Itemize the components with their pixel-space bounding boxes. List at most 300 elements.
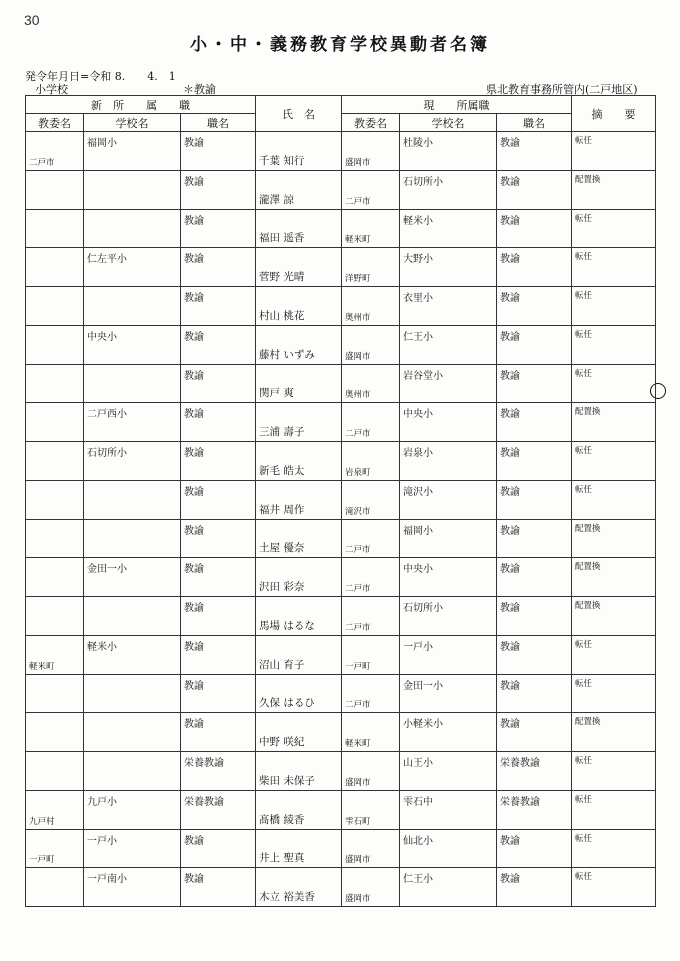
current-school-cell [400, 480, 497, 519]
new-school-text [84, 171, 180, 173]
current-school-text: 仁王小 [403, 874, 434, 886]
table-row [26, 558, 656, 597]
current-school-cell [400, 248, 497, 287]
new-school-cell [84, 597, 181, 636]
current-position-header: 職名 [497, 114, 572, 132]
current-school-text: 軽米小 [403, 215, 434, 227]
new-school-cell [84, 209, 181, 248]
table-row [26, 674, 656, 713]
current-position-cell [497, 325, 572, 364]
current-school-header: 学校名 [400, 114, 497, 132]
current-school-text: 一戸小 [403, 641, 434, 653]
new-school-cell [84, 558, 181, 597]
new-position-text: 栄養教諭 [184, 758, 224, 769]
current-position-text: 栄養教諭 [500, 796, 541, 808]
person-name-text: 沢田 彩奈 [259, 581, 305, 593]
current-position-text: 教諭 [500, 486, 521, 498]
person-name-cell [256, 519, 342, 558]
new-school-text: 仁左平小 [87, 254, 127, 266]
current-school-cell [400, 519, 497, 558]
new-school-text [84, 210, 180, 212]
new-position-cell [181, 132, 256, 171]
current-position-text: 教諭 [500, 176, 521, 188]
current-board-cell [342, 713, 400, 752]
current-position-cell [497, 442, 572, 481]
current-school-text: 岩谷堂小 [403, 370, 444, 382]
current-school-text: 中央小 [403, 564, 434, 576]
current-position-cell [497, 170, 572, 209]
office-name: 県北教育事務所管内(二戸地区) [486, 83, 638, 96]
remarks-text: 転任 [575, 252, 593, 263]
current-position-cell [497, 209, 572, 248]
table-row [26, 752, 656, 791]
name-header: 氏 名 [256, 96, 342, 132]
current-board-text: 二戸市 [345, 622, 371, 633]
current-board-cell [342, 752, 400, 791]
current-position-cell [497, 597, 572, 636]
table-row [26, 170, 656, 209]
transfer-table [25, 95, 656, 907]
person-name-text: 福田 遥香 [259, 232, 305, 245]
current-position-text: 教諭 [500, 641, 521, 653]
remarks-text: 転任 [575, 678, 593, 689]
remarks-text: 転任 [575, 833, 593, 844]
new-position-text: 教諭 [184, 564, 204, 576]
new-position-text: 教諭 [184, 138, 204, 149]
new-school-text: 福岡小 [87, 138, 117, 149]
new-school-cell [84, 519, 181, 558]
remarks-cell [572, 519, 656, 558]
remarks-text: 転任 [575, 329, 593, 340]
new-board-cell [26, 209, 84, 248]
current-school-cell [400, 558, 497, 597]
new-school-cell [84, 170, 181, 209]
current-school-cell [400, 364, 497, 403]
current-position-text: 教諭 [500, 370, 521, 382]
current-board-header: 教委名 [342, 114, 400, 132]
person-name-cell [256, 597, 342, 636]
table-row [26, 209, 656, 248]
current-school-text: 金田一小 [403, 680, 444, 692]
remarks-cell [572, 635, 656, 674]
new-board-cell [26, 713, 84, 752]
current-school-text: 衣里小 [403, 293, 434, 304]
current-board-text: 軽米町 [345, 235, 371, 246]
current-school-text: 石切所小 [403, 603, 444, 614]
current-school-text: 仙北小 [403, 835, 434, 847]
person-name-cell [256, 287, 342, 326]
person-name-cell [256, 868, 342, 907]
table-row [26, 480, 656, 519]
person-name-text: 福井 周作 [259, 503, 305, 516]
current-school-text: 小軽米小 [403, 719, 444, 731]
current-board-cell [342, 635, 400, 674]
person-name-text: 菅野 光晴 [259, 271, 305, 283]
person-name-text: 馬場 はるな [259, 619, 315, 632]
current-school-text: 山王小 [403, 758, 434, 769]
new-school-cell [84, 132, 181, 171]
current-board-text: 滝沢市 [345, 506, 371, 517]
person-name-text: 村山 桃花 [259, 309, 305, 322]
new-school-text: 一戸小 [87, 835, 117, 847]
new-school-text [84, 597, 180, 599]
current-position-cell [497, 674, 572, 713]
new-school-text: 一戸南小 [87, 874, 127, 886]
new-school-cell [84, 403, 181, 442]
new-school-text: 中央小 [87, 331, 117, 343]
table-row [26, 248, 656, 287]
new-position-header: 職名 [181, 114, 256, 132]
remarks-cell [572, 558, 656, 597]
table-row [26, 713, 656, 752]
new-position-cell [181, 829, 256, 868]
new-board-cell [26, 170, 84, 209]
page-number: 30 [24, 12, 40, 28]
current-position-cell [497, 248, 572, 287]
current-school-cell [400, 674, 497, 713]
current-board-cell [342, 519, 400, 558]
current-position-cell [497, 132, 572, 171]
person-name-cell [256, 752, 342, 791]
remarks-text: 配置換 [575, 562, 601, 573]
new-board-header: 教委名 [26, 114, 84, 132]
person-name-text: 沼山 育子 [259, 658, 305, 671]
new-position-text: 教諭 [184, 603, 204, 614]
remarks-text: 配置換 [575, 523, 601, 534]
remarks-header: 摘 要 [572, 96, 656, 132]
remarks-cell [572, 713, 656, 752]
current-affiliation-header: 現 所属職 [342, 96, 572, 114]
current-board-text: 奥州市 [345, 312, 371, 323]
person-name-cell [256, 132, 342, 171]
current-position-cell [497, 558, 572, 597]
table-row [26, 364, 656, 403]
current-board-cell [342, 209, 400, 248]
person-name-cell [256, 209, 342, 248]
current-school-text: 雫石中 [403, 796, 434, 808]
current-position-cell [497, 480, 572, 519]
current-board-text: 盛岡市 [345, 157, 371, 168]
current-board-cell [342, 674, 400, 713]
current-position-text: 教諭 [500, 331, 521, 343]
remarks-text: 転任 [575, 639, 593, 650]
new-board-cell [26, 790, 84, 829]
current-position-text: 栄養教諭 [500, 758, 541, 769]
new-position-cell [181, 287, 256, 326]
current-position-text: 教諭 [500, 680, 521, 692]
new-affiliation-header: 新 所 属 職 [26, 96, 256, 114]
new-board-cell [26, 287, 84, 326]
current-school-text: 福岡小 [403, 525, 434, 537]
issue-date: 発令年月日=令和 8. 4. 1 [25, 70, 176, 83]
current-school-cell [400, 287, 497, 326]
remarks-cell [572, 364, 656, 403]
new-school-cell [84, 713, 181, 752]
table-row [26, 868, 656, 907]
new-position-cell [181, 674, 256, 713]
current-board-cell [342, 325, 400, 364]
current-school-cell [400, 868, 497, 907]
current-position-text: 教諭 [500, 525, 521, 537]
new-position-cell [181, 325, 256, 364]
current-board-text: 二戸市 [345, 545, 371, 556]
remarks-cell [572, 442, 656, 481]
new-school-cell [84, 829, 181, 868]
current-position-text: 教諭 [500, 409, 521, 421]
table-row [26, 132, 656, 171]
current-board-text: 二戸市 [345, 584, 371, 594]
current-school-cell [400, 597, 497, 636]
new-school-cell [84, 752, 181, 791]
current-board-text: 二戸市 [345, 429, 371, 439]
new-position-text: 教諭 [184, 293, 204, 304]
current-position-cell [497, 403, 572, 442]
current-board-cell [342, 597, 400, 636]
new-school-cell [84, 364, 181, 403]
new-school-text: 九戸小 [87, 796, 117, 808]
current-board-text: 奥州市 [345, 390, 371, 401]
current-board-text: 盛岡市 [345, 855, 371, 866]
remarks-cell [572, 403, 656, 442]
new-position-text: 教諭 [184, 525, 204, 537]
remarks-cell [572, 674, 656, 713]
current-board-text: 洋野町 [345, 274, 371, 284]
document-title: 小・中・義務教育学校異動者名簿 [190, 35, 490, 55]
table-row [26, 829, 656, 868]
new-position-cell [181, 170, 256, 209]
new-board-cell [26, 519, 84, 558]
remarks-cell [572, 287, 656, 326]
new-position-text: 教諭 [184, 680, 204, 692]
new-position-cell [181, 442, 256, 481]
current-school-text: 仁王小 [403, 331, 434, 343]
new-school-cell [84, 248, 181, 287]
new-board-cell [26, 403, 84, 442]
current-school-text: 大野小 [403, 254, 434, 266]
current-school-cell [400, 752, 497, 791]
new-board-cell [26, 132, 84, 171]
new-school-text: 金田一小 [87, 564, 127, 576]
person-name-cell [256, 364, 342, 403]
current-school-cell [400, 325, 497, 364]
new-board-cell [26, 829, 84, 868]
current-board-cell [342, 442, 400, 481]
current-board-cell [342, 480, 400, 519]
person-name-text: 柴田 未保子 [259, 774, 315, 787]
new-position-text: 教諭 [184, 215, 204, 227]
remarks-text: 転任 [575, 291, 593, 301]
remarks-text: 転任 [575, 446, 593, 456]
new-board-cell [26, 558, 84, 597]
new-school-cell [84, 325, 181, 364]
current-school-cell [400, 209, 497, 248]
person-name-text: 三浦 壽子 [259, 426, 305, 438]
table-row [26, 325, 656, 364]
current-position-cell [497, 868, 572, 907]
new-board-cell [26, 635, 84, 674]
new-position-cell [181, 248, 256, 287]
current-board-text: 軽米町 [345, 739, 371, 749]
new-position-text: 教諭 [184, 719, 204, 731]
person-name-text: 土屋 優奈 [259, 542, 305, 555]
current-school-cell [400, 829, 497, 868]
person-name-cell [256, 403, 342, 442]
person-name-cell [256, 442, 342, 481]
new-school-cell [84, 790, 181, 829]
table-row [26, 790, 656, 829]
remarks-cell [572, 209, 656, 248]
table-row [26, 597, 656, 636]
table-row [26, 403, 656, 442]
table-row [26, 287, 656, 326]
new-board-cell [26, 325, 84, 364]
current-board-cell [342, 558, 400, 597]
person-name-text: 髙橋 綾香 [259, 813, 305, 826]
person-name-text: 木立 裕美香 [259, 891, 315, 903]
remarks-text: 転任 [575, 794, 593, 805]
new-position-text: 教諭 [184, 874, 204, 886]
current-position-cell [497, 635, 572, 674]
new-school-text [84, 481, 180, 483]
current-board-cell [342, 170, 400, 209]
person-name-text: 新毛 皓太 [259, 464, 305, 477]
remarks-text: 転任 [575, 872, 593, 883]
table-row [26, 635, 656, 674]
person-name-text: 千葉 知行 [259, 154, 305, 167]
person-name-text: 久保 はるひ [259, 697, 315, 710]
new-board-cell [26, 597, 84, 636]
person-name-cell [256, 170, 342, 209]
new-position-cell [181, 558, 256, 597]
position-filter: ＊教諭 [183, 83, 216, 96]
current-position-text: 教諭 [500, 835, 521, 847]
person-name-cell [256, 480, 342, 519]
current-position-cell [497, 713, 572, 752]
new-school-cell [84, 868, 181, 907]
current-position-text: 教諭 [500, 138, 521, 149]
new-position-cell [181, 868, 256, 907]
person-name-cell [256, 790, 342, 829]
new-school-header: 学校名 [84, 114, 181, 132]
person-name-cell [256, 674, 342, 713]
remarks-text: 配置換 [575, 407, 601, 418]
person-name-cell [256, 248, 342, 287]
current-position-cell [497, 364, 572, 403]
new-board-cell [26, 248, 84, 287]
new-position-text: 教諭 [184, 409, 204, 421]
current-position-text: 教諭 [500, 564, 521, 576]
person-name-text: 中野 咲紀 [259, 736, 305, 748]
new-board-cell [26, 364, 84, 403]
new-position-cell [181, 209, 256, 248]
person-name-text: 井上 聖真 [259, 852, 305, 865]
new-position-cell [181, 364, 256, 403]
person-name-cell [256, 829, 342, 868]
current-school-cell [400, 170, 497, 209]
current-position-text: 教諭 [500, 603, 521, 614]
current-board-text: 岩泉町 [345, 467, 371, 478]
new-school-cell [84, 287, 181, 326]
remarks-cell [572, 597, 656, 636]
new-position-cell [181, 752, 256, 791]
new-board-cell [26, 674, 84, 713]
current-board-text: 盛岡市 [345, 894, 371, 904]
person-name-text: 藤村 いずみ [259, 348, 315, 361]
new-position-cell [181, 403, 256, 442]
current-board-text: 雫石町 [345, 816, 371, 827]
new-position-text: 教諭 [184, 254, 204, 266]
new-position-cell [181, 713, 256, 752]
remarks-text: 配置換 [575, 717, 601, 728]
new-board-text: 九戸村 [29, 816, 55, 827]
person-name-text: 瀧澤 諒 [259, 193, 294, 206]
current-position-text: 教諭 [500, 448, 521, 459]
current-position-cell [497, 829, 572, 868]
remarks-text: 配置換 [575, 174, 601, 185]
current-school-cell [400, 442, 497, 481]
current-school-text: 滝沢小 [403, 486, 434, 498]
new-school-text [84, 675, 180, 677]
new-position-cell [181, 635, 256, 674]
current-board-cell [342, 364, 400, 403]
current-position-text: 教諭 [500, 719, 521, 731]
current-position-cell [497, 519, 572, 558]
new-position-text: 教諭 [184, 486, 204, 498]
school-type: 小学校 [35, 83, 68, 96]
current-board-cell [342, 790, 400, 829]
new-school-text [84, 365, 180, 367]
new-position-text: 教諭 [184, 370, 204, 382]
new-school-cell [84, 480, 181, 519]
remarks-cell [572, 132, 656, 171]
remarks-text: 配置換 [575, 601, 601, 611]
remarks-cell [572, 868, 656, 907]
new-school-text [84, 752, 180, 754]
current-school-cell [400, 635, 497, 674]
new-board-cell [26, 868, 84, 907]
current-board-text: 二戸市 [345, 700, 371, 711]
person-name-cell [256, 635, 342, 674]
new-position-cell [181, 597, 256, 636]
current-board-cell [342, 248, 400, 287]
remarks-cell [572, 752, 656, 791]
current-school-text: 岩泉小 [403, 448, 434, 459]
new-board-text: 一戸町 [29, 855, 55, 866]
new-school-text [84, 287, 180, 289]
current-position-text: 教諭 [500, 874, 521, 886]
remarks-text: 転任 [575, 213, 593, 224]
new-position-cell [181, 790, 256, 829]
new-position-text: 教諭 [184, 331, 204, 343]
table-row [26, 442, 656, 481]
remarks-cell [572, 325, 656, 364]
remarks-cell [572, 790, 656, 829]
current-position-cell [497, 752, 572, 791]
current-school-text: 石切所小 [403, 176, 444, 188]
remarks-cell [572, 248, 656, 287]
current-school-text: 中央小 [403, 409, 434, 421]
new-school-cell [84, 442, 181, 481]
new-position-cell [181, 480, 256, 519]
new-position-cell [181, 519, 256, 558]
new-board-cell [26, 442, 84, 481]
current-position-text: 教諭 [500, 215, 521, 227]
current-board-cell [342, 403, 400, 442]
new-board-text: 軽米町 [29, 661, 55, 672]
new-board-cell [26, 480, 84, 519]
current-school-cell [400, 790, 497, 829]
current-board-cell [342, 132, 400, 171]
